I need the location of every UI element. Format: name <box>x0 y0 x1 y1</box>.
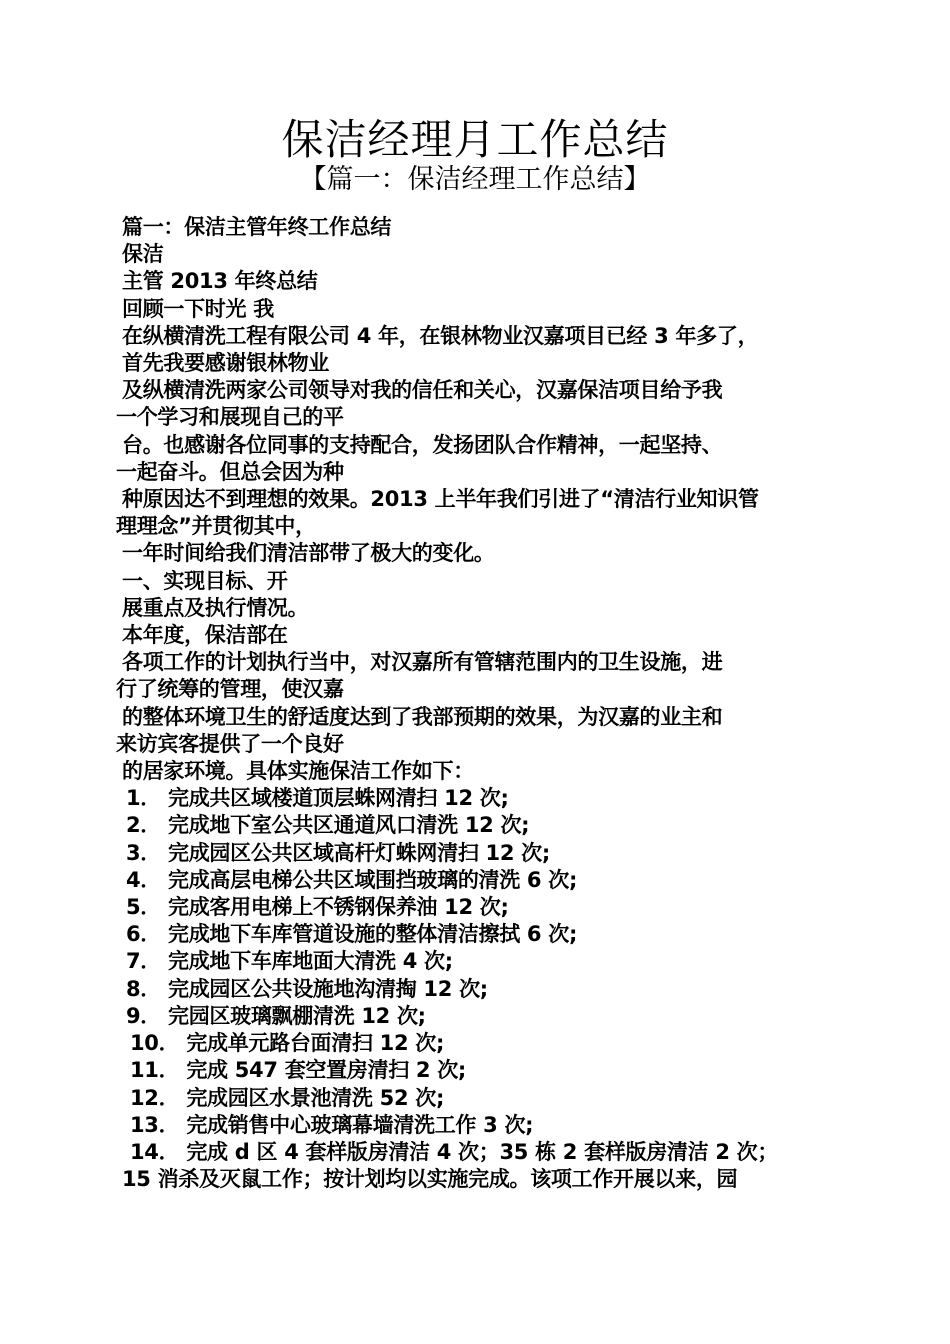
text-line: 一、实现目标、开 <box>122 568 288 593</box>
document-body <box>116 214 838 1193</box>
text-line: 一年时间给我们清洁部带了极大的变化。 <box>122 541 495 566</box>
text-line: 回顾一下时光 我 <box>122 296 274 321</box>
text-line: 在纵横清洗工程有限公司 4 年，在银林物业汉嘉项目已经 3 年多了， <box>122 323 759 348</box>
text-line: 展重点及执行情况。 <box>122 595 309 620</box>
list-item: 13． 完成销售中心玻璃幕墙清洗工作 3 次; <box>130 1112 534 1137</box>
text-line: 一起奋斗。但总会因为种 <box>116 459 344 484</box>
text-line: 本年度，保洁部在 <box>122 623 288 648</box>
text-line: 台。也感谢各位同事的支持配合，发扬团队合作精神，一起坚持、 <box>122 432 723 457</box>
text-line: 来访宾客提供了一个良好 <box>116 731 344 756</box>
list-item: 7． 完成地下车库地面大清洗 4 次; <box>126 949 453 974</box>
text-line: 种原因达不到理想的效果。2013 上半年我们引进了“清洁行业知识管 <box>122 487 759 512</box>
text-line: 的居家环境。具体实施保洁工作如下： <box>122 759 474 784</box>
list-item: 12． 完成园区水景池清洗 52 次; <box>130 1085 445 1110</box>
list-item: 10． 完成单元路台面清扫 12 次; <box>130 1031 445 1056</box>
list-item: 5． 完成客用电梯上不锈钢保养油 12 次; <box>126 895 509 920</box>
text-line: 保洁 <box>122 242 164 267</box>
text-line: 主管 2013 年终总结 <box>122 269 318 294</box>
list-item: 14． 完成 d 区 4 套样版房清洁 4 次；35 栋 2 套样版房清洁 2 次； <box>130 1139 779 1164</box>
text-line: 篇一：保洁主管年终工作总结 <box>122 215 392 239</box>
text-line: 首先我要感谢银林物业 <box>122 351 329 376</box>
text-line: 一个学习和展现自己的平 <box>116 405 344 430</box>
text-line: 理理念”并贯彻其中， <box>116 514 316 539</box>
list-item: 11． 完成 547 套空置房清扫 2 次; <box>130 1058 467 1083</box>
list-item: 8． 完成园区公共设施地沟清掏 12 次; <box>126 976 488 1001</box>
list-item: 2． 完成地下室公共区通道风口清洗 12 次; <box>126 813 530 838</box>
list-item: 1． 完成共区域楼道顶层蛛网清扫 12 次; <box>126 786 509 811</box>
text-line: 各项工作的计划执行当中，对汉嘉所有管辖范围内的卫生设施，进 <box>122 650 723 675</box>
list-item: 3． 完成园区公共区域高杆灯蛛网清扫 12 次; <box>126 840 550 865</box>
document-subtitle: 【篇一：保洁经理工作总结】 <box>299 164 651 195</box>
list-item: 6． 完成地下车库管道设施的整体清洁擦拭 6 次; <box>126 922 578 947</box>
text-line: 15 消杀及灭鼠工作；按计划均以实施完成。该项工作开展以来，园 <box>122 1167 738 1192</box>
document-title: 保洁经理月工作总结 <box>281 115 669 164</box>
list-item: 4． 完成高层电梯公共区域围挡玻璃的清洗 6 次; <box>126 867 578 892</box>
list-item: 9． 完园区玻璃飘棚清洗 12 次; <box>126 1003 426 1028</box>
text-line: 的整体环境卫生的舒适度达到了我部预期的效果，为汉嘉的业主和 <box>122 704 723 729</box>
text-line: 行了统筹的管理，使汉嘉 <box>116 677 344 702</box>
text-line: 及纵横清洗两家公司领导对我的信任和关心，汉嘉保洁项目给予我 <box>122 378 723 403</box>
